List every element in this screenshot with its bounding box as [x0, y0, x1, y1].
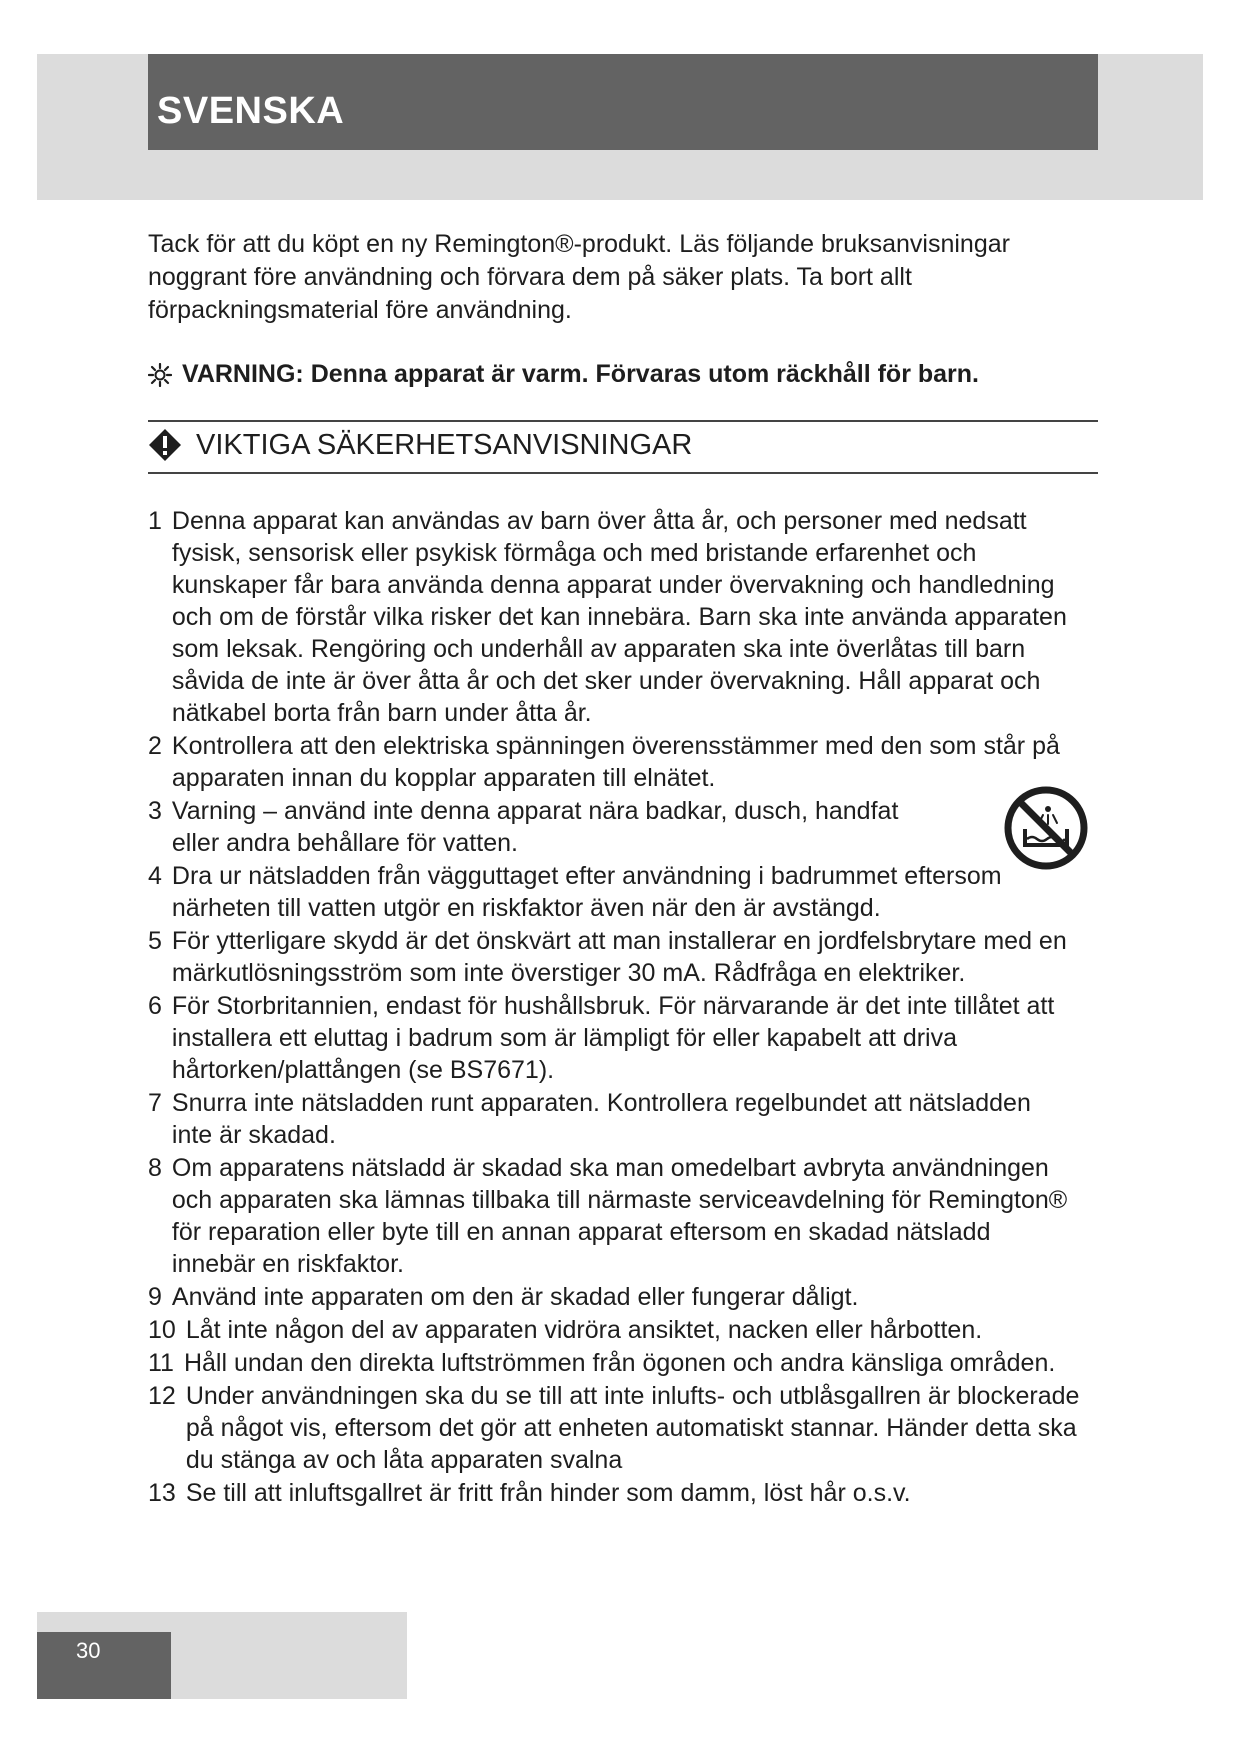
- page-number: 30: [76, 1638, 101, 1663]
- item-text: Kontrollera att den elektriska spänningen överensstämmer med den som står på apparaten innan du kopplar apparaten till elnätet.: [171, 732, 1060, 792]
- list-item: [148, 1347, 1148, 1379]
- item-number: 12: [148, 1382, 176, 1410]
- item-text: Varning – använd inte denna apparat nära badkar, dusch, handfat eller andra behållare för vatten.: [171, 797, 899, 857]
- item-text: Se till att inluftsgallret är fritt från hinder som damm, löst hår o.s.v.: [185, 1479, 911, 1507]
- list-item: [148, 1152, 1148, 1280]
- intro-line: Tack för att du köpt en ny Remington®-produkt. Läs följande bruksanvisningar: [148, 230, 1010, 258]
- item-text: Denna apparat kan användas av barn över åtta år, och personer med nedsatt fysisk, sensorisk eller psykisk förmåga och med bristande erfarenhet och kunskaper får bara använda denna apparat under övervakning och handledning och om de förstår vilka risker det kan innebära. Barn ska inte använda apparaten som leksak. Rengöring och underhåll av apparaten ska inte överlåtas till barn såvida de inte är över åtta år och det sker under övervakning. Håll apparat och nätkabel borta från barn under åtta år.: [171, 507, 1067, 727]
- list-item: [148, 1314, 1148, 1346]
- intro-line: förpackningsmaterial före användning.: [148, 296, 572, 324]
- item-text: Snurra inte nätsladden runt apparaten. Kontrollera regelbundet att nätsladden inte är skadad.: [171, 1089, 1031, 1149]
- item-text: Låt inte någon del av apparaten vidröra ansiktet, nacken eller hårbotten.: [185, 1316, 983, 1344]
- item-text: Använd inte apparaten om den är skadad eller fungerar dåligt.: [171, 1283, 859, 1311]
- list-item: [148, 990, 1148, 1086]
- safety-instructions-list: [148, 505, 1148, 1510]
- list-item: [148, 925, 1148, 989]
- section-rule-bottom: [148, 472, 1098, 474]
- section-heading: [148, 428, 1098, 462]
- item-text: För ytterligare skydd är det önskvärt att man installerar en jordfelsbrytare med en märkutlösningsström som inte överstiger 30 mA. Rådfråga en elektriker.: [171, 927, 1067, 987]
- section-title: VIKTIGA SÄKERHETSANVISNINGAR: [196, 428, 693, 461]
- intro-line: noggrant före användning och förvara dem på säker plats. Ta bort allt: [148, 263, 912, 291]
- language-title: SVENSKA: [157, 90, 345, 132]
- list-item: [148, 1380, 1148, 1476]
- item-text: Om apparatens nätsladd är skadad ska man omedelbart avbryta användningen och apparaten ska lämnas tillbaka till närmaste serviceavdelning för Remington® för reparation eller byte till en annan apparat eftersom en skadad nätsladd innebär en riskfaktor.: [171, 1154, 1068, 1278]
- item-number: 11: [148, 1349, 174, 1377]
- item-number: 3: [148, 797, 162, 825]
- list-item: [148, 1281, 1148, 1313]
- section-rule-top: [148, 420, 1098, 422]
- page-number-box: [37, 1632, 171, 1699]
- item-number: 1: [148, 507, 162, 535]
- item-text: Under användningen ska du se till att inte inlufts- och utblåsgallren är blockerade på något vis, eftersom det gör att enheten automatiskt stannar. Händer detta ska du stänga av och låta apparaten svalna: [185, 1382, 1080, 1474]
- item-number: 10: [148, 1316, 176, 1344]
- item-text: Dra ur nätsladden från vägguttaget efter användning i badrummet eftersom närheten till vatten utgör en riskfaktor även när den är avstängd.: [171, 862, 1002, 922]
- item-number: 7: [148, 1089, 162, 1117]
- warning-text: VARNING: Denna apparat är varm. Förvaras utom räckhåll för barn.: [182, 360, 979, 388]
- no-water-icon: [1003, 785, 1089, 871]
- list-item: [148, 795, 1148, 859]
- list-item: [148, 505, 1148, 729]
- item-text: Håll undan den direkta luftströmmen från ögonen och andra känsliga områden.: [183, 1349, 1056, 1377]
- list-item: [148, 1087, 1148, 1151]
- item-number: 9: [148, 1283, 162, 1311]
- intro-paragraph: [148, 228, 1078, 327]
- item-number: 6: [148, 992, 162, 1020]
- item-number: 2: [148, 732, 162, 760]
- list-item: [148, 1477, 1148, 1509]
- list-item: [148, 860, 1148, 924]
- item-number: 5: [148, 927, 162, 955]
- item-text: För Storbritannien, endast för hushållsbruk. För närvarande är det inte tillåtet att installera ett eluttag i badrum som är lämpligt för eller kapabelt att driva hårtorken/plattången (se BS7671).: [171, 992, 1055, 1084]
- hot-warning: [148, 360, 1098, 389]
- item-number: 8: [148, 1154, 162, 1182]
- exclamation-diamond-icon: [148, 428, 182, 462]
- list-item: [148, 730, 1148, 794]
- sun-hot-icon: [148, 363, 172, 387]
- item-number: 13: [148, 1479, 176, 1507]
- item-number: 4: [148, 862, 162, 890]
